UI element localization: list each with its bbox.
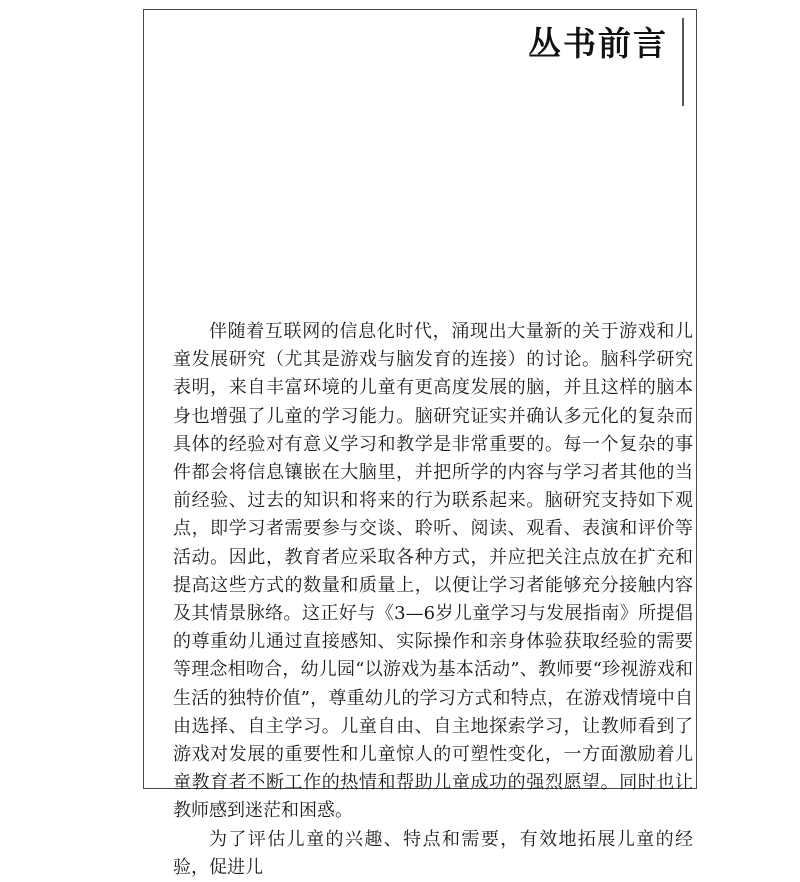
page-body bbox=[173, 318, 693, 882]
body-paragraph-1: 伴随着互联网的信息化时代，涌现出大量新的关于游戏和儿童发展研究（尤其是游戏与脑发育的连接）的讨论。脑科学研究表明，来自丰富环境的儿童有更高度发展的脑，并且这样的脑本身也增强了儿童的学习能力。脑研究证实并确认多元化的复杂而具体的经验对有意义学习和教学是非常重要的。每一个复杂的事件都会将信息镶嵌在大脑里，并把所学的内容与学习者其他的当前经验、过去的知识和将来的行为联系起来。脑研究支持如下观点，即学习者需要参与交谈、聆听、阅读、观看、表演和评价等活动。因此，教育者应采取各种方式，并应把关注点放在扩充和提高这些方式的数量和质量上，以便让学习者能够充分接触内容及其情景脉络。这正好与《3—6岁儿童学习与发展指南》所提倡的尊重幼儿通过直接感知、实际操作和亲身体验获取经验的需要等理念相吻合，幼儿园“以游戏为基本活动”、教师要“珍视游戏和生活的独特价值”，尊重幼儿的学习方式和特点，在游戏情境中自由选择、自主学习。儿童自由、自主地探索学习，让教师看到了游戏对发展的重要性和儿童惊人的可塑性变化，一方面激励着儿童教育者不断工作的热情和帮助儿童成功的强烈愿望。同时也让教师感到迷茫和困惑。 bbox=[173, 321, 693, 822]
page-title: 丛书前言 bbox=[528, 24, 668, 63]
book-page bbox=[143, 9, 697, 878]
title-vertical-rule bbox=[682, 18, 684, 106]
body-paragraph-2: 为了评估儿童的兴趣、特点和需要，有效地拓展儿童的经验，促进儿 bbox=[173, 828, 693, 878]
